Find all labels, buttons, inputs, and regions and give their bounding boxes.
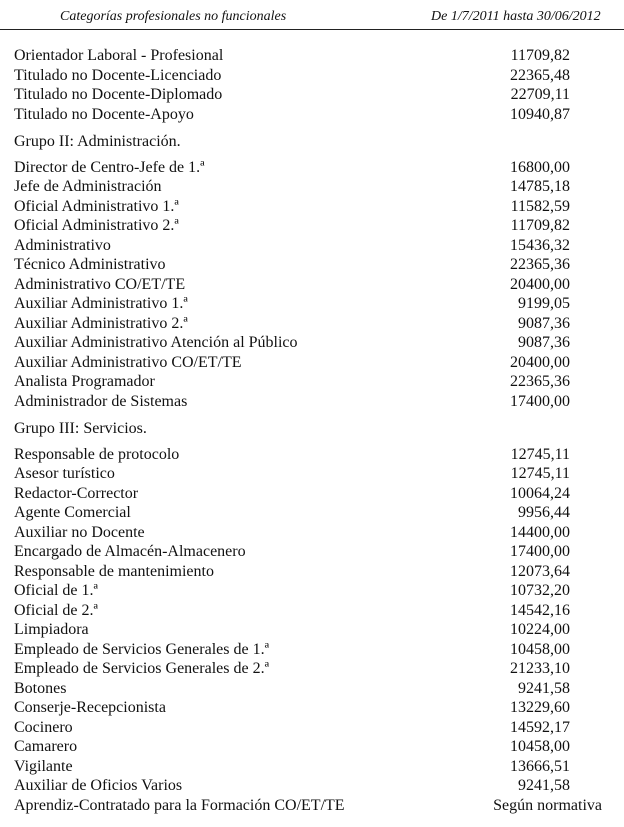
category-name: Auxiliar Administrativo 2.ª bbox=[14, 314, 188, 332]
category-name: Auxiliar Administrativo Atención al Público bbox=[14, 334, 298, 351]
table-row bbox=[14, 562, 614, 582]
salary-value: 17400,00 bbox=[510, 392, 570, 410]
category-name: Empleado de Servicios Generales de 2.ª bbox=[14, 660, 269, 677]
table-row bbox=[14, 158, 614, 178]
salary-value: 16800,00 bbox=[510, 158, 570, 176]
salary-value: 22365,48 bbox=[510, 66, 570, 84]
table-row bbox=[14, 353, 614, 373]
category-name: Encargado de Almacén-Almacenero bbox=[14, 543, 246, 560]
salary-value: 22365,36 bbox=[510, 373, 570, 390]
table-row bbox=[14, 601, 614, 621]
salary-value: 21233,10 bbox=[510, 660, 570, 677]
salary-value: 15436,32 bbox=[510, 236, 570, 254]
category-name: Auxiliar Administrativo CO/ET/TE bbox=[14, 353, 242, 371]
salary-value: 12745,11 bbox=[510, 445, 570, 463]
salary-value: 13229,60 bbox=[510, 699, 570, 716]
salary-value: 22365,36 bbox=[510, 256, 570, 273]
salary-table bbox=[14, 46, 614, 815]
category-name: Auxiliar Administrativo 1.ª bbox=[14, 295, 188, 312]
salary-value: 11709,82 bbox=[510, 47, 570, 64]
table-row bbox=[14, 216, 614, 236]
table-row bbox=[14, 464, 614, 484]
table-row bbox=[14, 46, 614, 66]
category-name: Cocinero bbox=[14, 718, 73, 736]
category-name: Agente Comercial bbox=[14, 504, 131, 521]
table-row bbox=[14, 640, 614, 660]
table-row bbox=[14, 105, 614, 125]
category-name: Auxiliar de Oficios Varios bbox=[14, 777, 183, 794]
category-name: Responsable de protocolo bbox=[14, 445, 180, 463]
group-title: Grupo II: Administración. bbox=[14, 133, 181, 150]
table-row bbox=[14, 255, 614, 275]
table-row bbox=[14, 542, 614, 562]
salary-value: 20400,00 bbox=[510, 275, 570, 293]
table-row bbox=[14, 620, 614, 640]
header-category-label: Categorías profesionales no funcionales bbox=[60, 9, 287, 24]
salary-value: 9199,05 bbox=[518, 295, 570, 312]
table-row bbox=[14, 523, 614, 543]
header-period-label: De 1/7/2011 hasta 30/06/2012 bbox=[431, 9, 601, 24]
table-row bbox=[14, 294, 614, 314]
salary-value: 14592,17 bbox=[510, 718, 570, 736]
table-row bbox=[14, 197, 614, 217]
salary-value: 10732,20 bbox=[510, 582, 570, 599]
page-header bbox=[0, 9, 624, 27]
category-name: Empleado de Servicios Generales de 1.ª bbox=[14, 640, 269, 658]
salary-value: 14542,16 bbox=[510, 601, 570, 619]
category-name: Redactor-Corrector bbox=[14, 484, 139, 502]
table-row bbox=[14, 718, 614, 738]
table-row bbox=[14, 66, 614, 86]
table-row bbox=[14, 698, 614, 718]
category-name: Titulado no Docente-Apoyo bbox=[14, 105, 194, 123]
salary-value: 17400,00 bbox=[510, 543, 570, 560]
table-row bbox=[14, 445, 614, 465]
salary-value: 9087,36 bbox=[518, 334, 570, 351]
salary-value: 9956,44 bbox=[518, 504, 570, 521]
category-name: Oficial de 2.ª bbox=[14, 601, 98, 619]
table-row bbox=[14, 737, 614, 757]
table-row bbox=[14, 333, 614, 353]
table-row bbox=[14, 776, 614, 796]
table-row bbox=[14, 392, 614, 412]
table-row bbox=[14, 659, 614, 679]
category-name: Aprendiz-Contratado para la Formación CO/ET/TE bbox=[14, 796, 345, 814]
salary-value: 20400,00 bbox=[510, 353, 570, 371]
category-name: Director de Centro-Jefe de 1.ª bbox=[14, 158, 205, 176]
salary-value: 9241,58 bbox=[518, 777, 570, 794]
category-name: Técnico Administrativo bbox=[14, 256, 166, 273]
table-row bbox=[14, 484, 614, 504]
salary-value: 10224,00 bbox=[510, 621, 570, 638]
table-row bbox=[14, 372, 614, 392]
category-name: Orientador Laboral - Profesional bbox=[14, 47, 224, 64]
salary-value: 12073,64 bbox=[510, 562, 570, 580]
salary-value: 9087,36 bbox=[518, 314, 570, 332]
table-row bbox=[14, 757, 614, 777]
table-row bbox=[14, 581, 614, 601]
table-row bbox=[14, 177, 614, 197]
category-name: Asesor turístico bbox=[14, 465, 115, 482]
header-rule bbox=[0, 29, 624, 30]
category-name: Botones bbox=[14, 679, 67, 697]
salary-value: 13666,51 bbox=[510, 757, 570, 775]
category-name: Administrativo CO/ET/TE bbox=[14, 275, 186, 293]
table-row bbox=[14, 314, 614, 334]
category-name: Camarero bbox=[14, 738, 78, 755]
category-name: Titulado no Docente-Licenciado bbox=[14, 66, 222, 84]
category-name: Limpiadora bbox=[14, 621, 89, 638]
group-title: Grupo III: Servicios. bbox=[14, 420, 147, 437]
salary-value: 9241,58 bbox=[518, 679, 570, 697]
category-name: Oficial Administrativo 1.ª bbox=[14, 197, 179, 215]
salary-value: 11709,82 bbox=[510, 217, 570, 234]
table-row bbox=[14, 236, 614, 256]
table-row bbox=[14, 796, 614, 816]
category-name: Jefe de Administración bbox=[14, 178, 162, 195]
category-name: Conserje-Recepcionista bbox=[14, 699, 166, 716]
salary-value: 11582,59 bbox=[510, 197, 570, 215]
table-row bbox=[14, 503, 614, 523]
table-row bbox=[14, 679, 614, 699]
salary-value: 10458,00 bbox=[510, 738, 570, 755]
category-name: Oficial de 1.ª bbox=[14, 582, 98, 599]
category-name: Analista Programador bbox=[14, 373, 155, 390]
salary-value: 14785,18 bbox=[510, 178, 570, 195]
salary-value: 10458,00 bbox=[510, 640, 570, 658]
category-name: Auxiliar no Docente bbox=[14, 523, 145, 541]
category-name: Administrativo bbox=[14, 236, 111, 254]
table-row bbox=[14, 85, 614, 105]
salary-value: 12745,11 bbox=[510, 465, 570, 482]
salary-value: Según normativa bbox=[493, 796, 602, 814]
salary-value: 10940,87 bbox=[510, 105, 570, 123]
category-name: Responsable de mantenimiento bbox=[14, 562, 214, 580]
salary-value: 14400,00 bbox=[510, 523, 570, 541]
category-name: Administrador de Sistemas bbox=[14, 392, 188, 410]
category-name: Oficial Administrativo 2.ª bbox=[14, 217, 179, 234]
salary-value: 10064,24 bbox=[510, 484, 570, 502]
category-name: Titulado no Docente-Diplomado bbox=[14, 86, 223, 103]
table-row bbox=[14, 275, 614, 295]
category-name: Vigilante bbox=[14, 757, 73, 775]
salary-value: 22709,11 bbox=[510, 86, 570, 103]
